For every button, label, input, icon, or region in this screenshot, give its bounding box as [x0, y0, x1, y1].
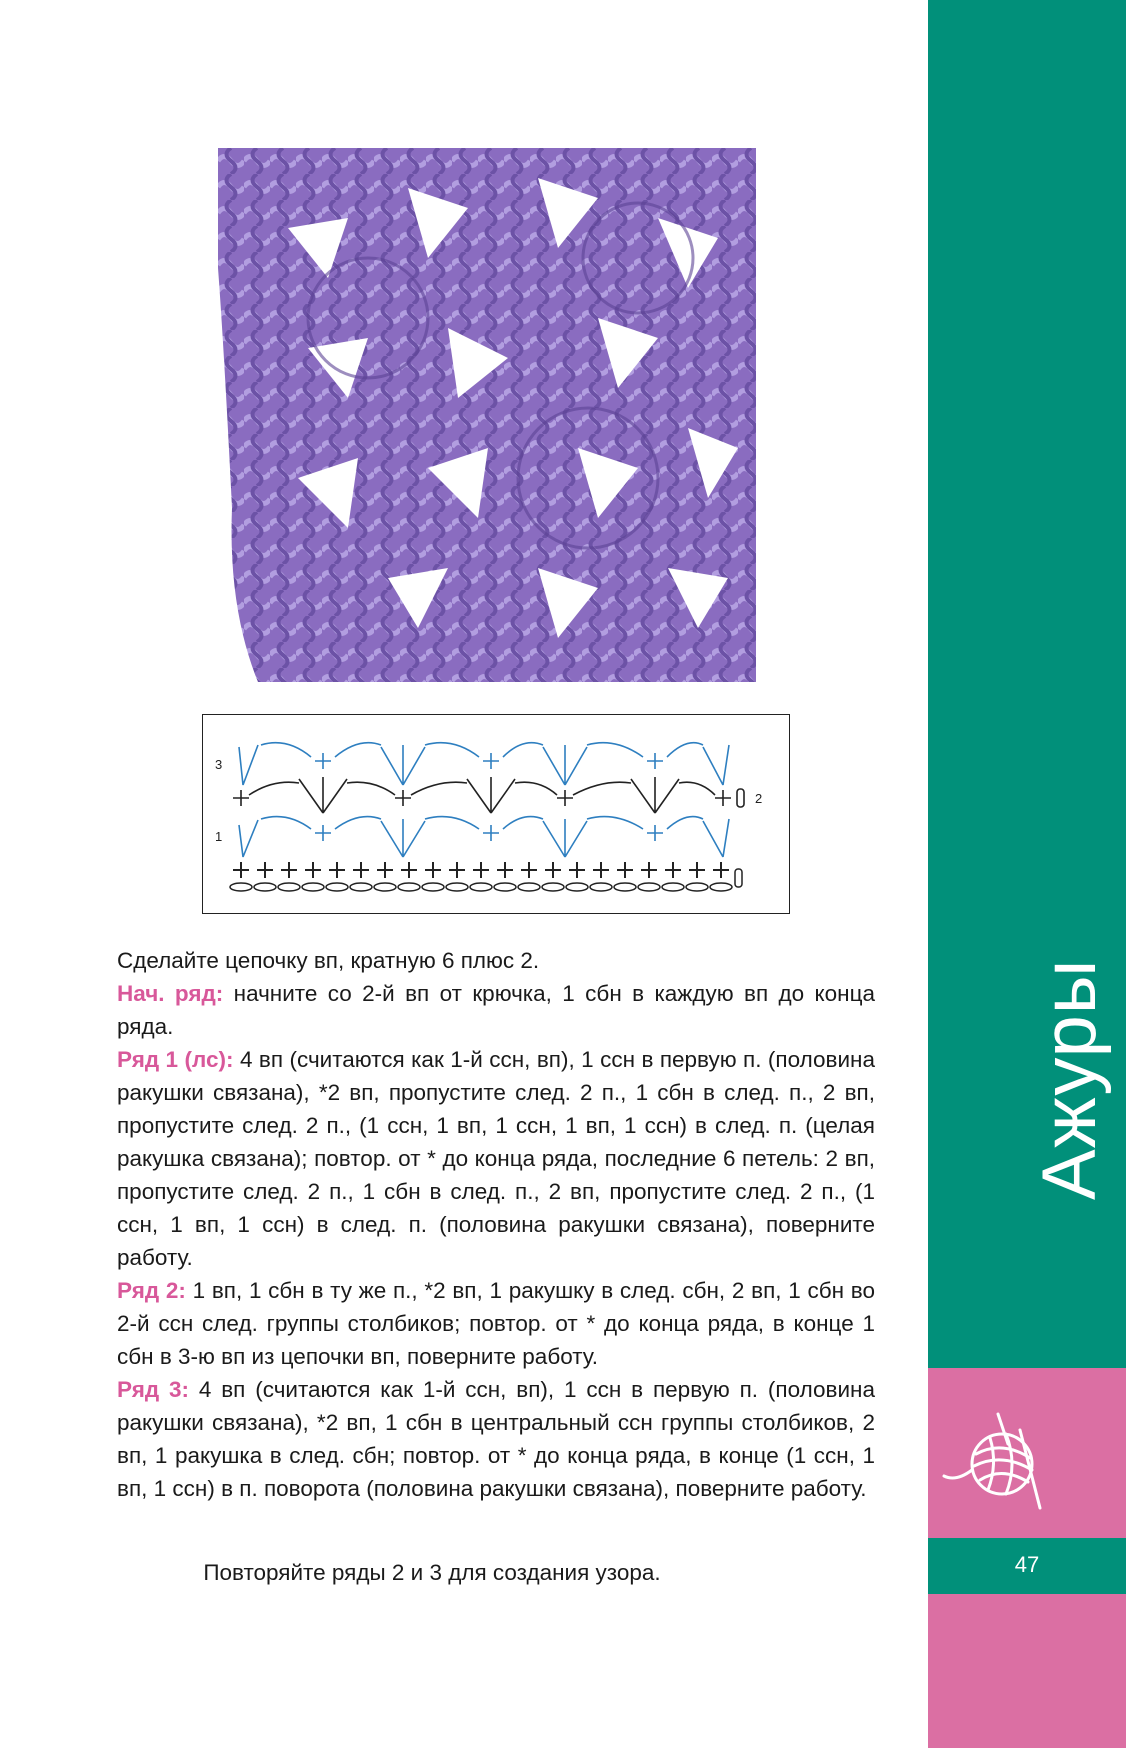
row-1-stitches — [239, 817, 729, 857]
start-row-text: начните со 2-й вп от крючка, 1 сбн в каждую вп до конца ряда. — [117, 981, 875, 1039]
repeat-note: Повторяйте ряды 2 и 3 для создания узора. — [203, 1560, 661, 1585]
section-title: Ажуры — [1027, 958, 1112, 1200]
row-1-paragraph — [117, 1043, 875, 1274]
row-3-paragraph — [117, 1373, 875, 1505]
start-row-label: Нач. ряд: — [117, 981, 224, 1006]
row-1-label-text: Ряд 1 (лс): — [117, 1047, 234, 1072]
row-1-text: 4 вп (считаются как 1-й ссн, вп), 1 ссн в первую п. (половина ракушки связана), *2 вп, пропустите след. 2 п., 1 сбн в след. п., 2 вп, пропустите след. 2 п., (1 ссн, 1 вп, 1 ссн, 1 вп, 1 ссн) в след. п. (целая ракушка связана); повтор. от * до конца ряда, последние 6 петель: 2 вп, пропустите след. 2 п., 1 сбн в след. п., 2 вп, пропустите след. 2 п., (1 ссн, 1 вп, 1 ссн) в след. п. (половина ракушки связана), поверните работу. — [117, 1047, 875, 1270]
foundation-chain — [230, 869, 742, 891]
crochet-chart — [202, 714, 790, 914]
row-3-label: 3 — [215, 757, 223, 772]
start-row-paragraph — [117, 977, 875, 1043]
row-2-label-text: Ряд 2: — [117, 1278, 186, 1303]
row-2-stitches — [233, 777, 744, 813]
intro-text: Сделайте цепочку вп, кратную 6 плюс 2. — [117, 948, 540, 973]
base-row-sc — [233, 862, 729, 878]
yarn-ball-icon — [936, 1400, 1056, 1520]
crochet-sample-photo — [218, 148, 756, 682]
row-2-text: 1 вп, 1 сбн в ту же п., *2 вп, 1 ракушку в след. сбн, 2 вп, 1 сбн во 2-й ссн след. группы столбиков; повтор. от * до конца ряда, в конце 1 сбн в 3-ю вп из цепочки вп, поверните работу. — [117, 1278, 875, 1369]
side-bar-footer — [928, 1594, 1126, 1748]
row-3-text: 4 вп (считаются как 1-й ссн, вп), 1 ссн в первую п. (половина ракушки связана), *2 вп, 1 сбн в центральный ссн группы столбиков, 2 вп, 1 ракушка в след. сбн; повтор. от * до конца ряда, в конце (1 ссн, 1 вп, 1 ссн) в п. поворота (половина ракушки связана), поверните работу. — [117, 1377, 875, 1501]
page-number: 47 — [1014, 1552, 1040, 1577]
instructions — [117, 944, 875, 1505]
row-1-label: 1 — [215, 829, 223, 844]
row-3-label-text: Ряд 3: — [117, 1377, 189, 1402]
row-2-label: 2 — [755, 791, 763, 806]
row-2-paragraph — [117, 1274, 875, 1373]
